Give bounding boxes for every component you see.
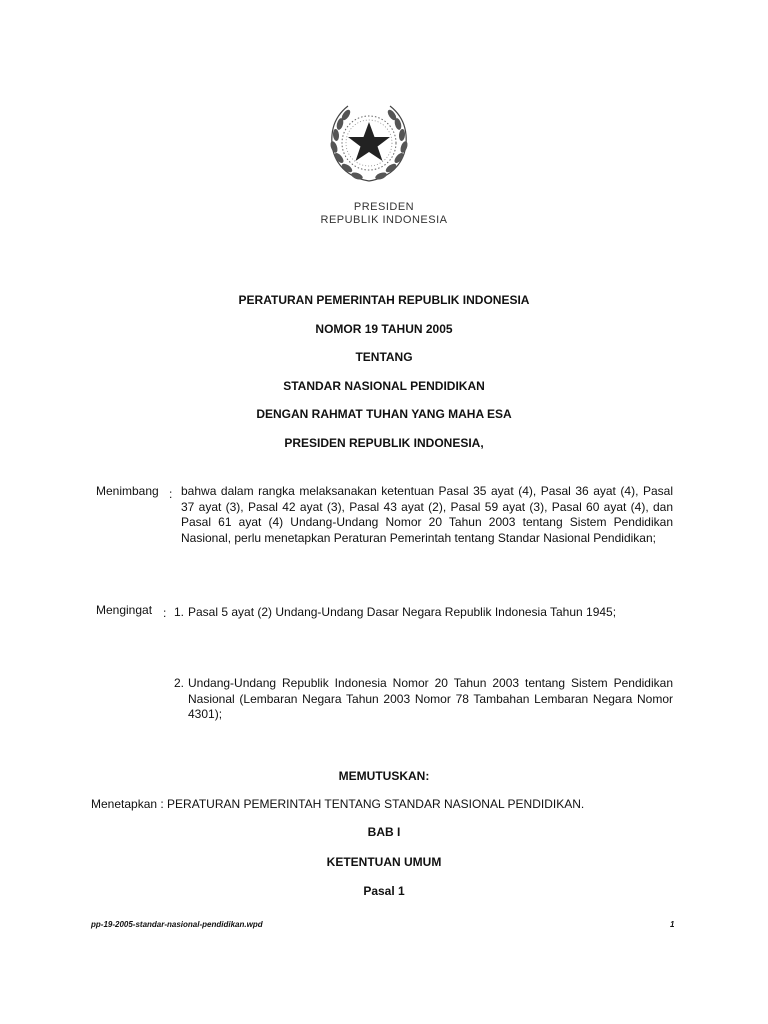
title-line1: PERATURAN PEMERINTAH REPUBLIK INDONESIA [238,293,530,307]
mengingat-item-2-number: 2. [174,676,185,690]
mengingat-colon: : [163,606,167,620]
title-line6: PRESIDEN REPUBLIK INDONESIA, [284,436,484,450]
letterhead-line1: PRESIDEN [353,201,415,213]
mengingat-item-2-text: Undang-Undang Republik Indonesia Nomor 20 Tahun 2003 tentang Sistem Pendidikan Nasional (Lembaran Negara Tahun 2003 Nomor 78 Tambahan Lembaran Negara Nomor 4301); [188,676,673,721]
mengingat-label: Mengingat [96,603,153,617]
title-line3: TENTANG [355,350,413,364]
menimbang-text: bahwa dalam rangka melaksanakan ketentuan Pasal 35 ayat (4), Pasal 36 ayat (4), Pasal 37 ayat (3), Pasal 42 ayat (3), Pasal 43 ayat (2), Pasal 59 ayat (3), Pasal 60 ayat (4), dan Pasal 61 ayat (4) Undang-Undang Nomor 20 Tahun 2003 tentang Sistem Pendidikan Nasional, perlu menetapkan Peraturan Pemerintah tentang Standar Nasional Pendidikan; [181,484,673,545]
letterhead-line2: REPUBLIK INDONESIA [320,214,448,226]
pasal-heading: Pasal 1 [363,884,405,898]
garuda-emblem-icon [324,97,414,187]
mengingat-item-1-number: 1. [174,605,185,619]
title-line5: DENGAN RAHMAT TUHAN YANG MAHA ESA [256,407,512,421]
memutuskan-heading: MEMUTUSKAN: [338,769,430,783]
menetapkan-line: Menetapkan : PERATURAN PEMERINTAH TENTANG STANDAR NASIONAL PENDIDIKAN. [91,797,585,811]
footer-filename: pp-19-2005-standar-nasional-pendidikan.wpd [91,920,263,929]
title-line4: STANDAR NASIONAL PENDIDIKAN [283,379,485,393]
menimbang-colon: : [169,487,173,501]
mengingat-item-1-text: Pasal 5 ayat (2) Undang-Undang Dasar Negara Republik Indonesia Tahun 1945; [188,605,617,619]
title-line2: NOMOR 19 TAHUN 2005 [315,322,453,336]
ketentuan-heading: KETENTUAN UMUM [326,855,442,869]
footer-page-number: 1 [670,920,675,929]
bab-heading: BAB I [367,825,401,839]
menimbang-label: Menimbang [96,484,159,498]
